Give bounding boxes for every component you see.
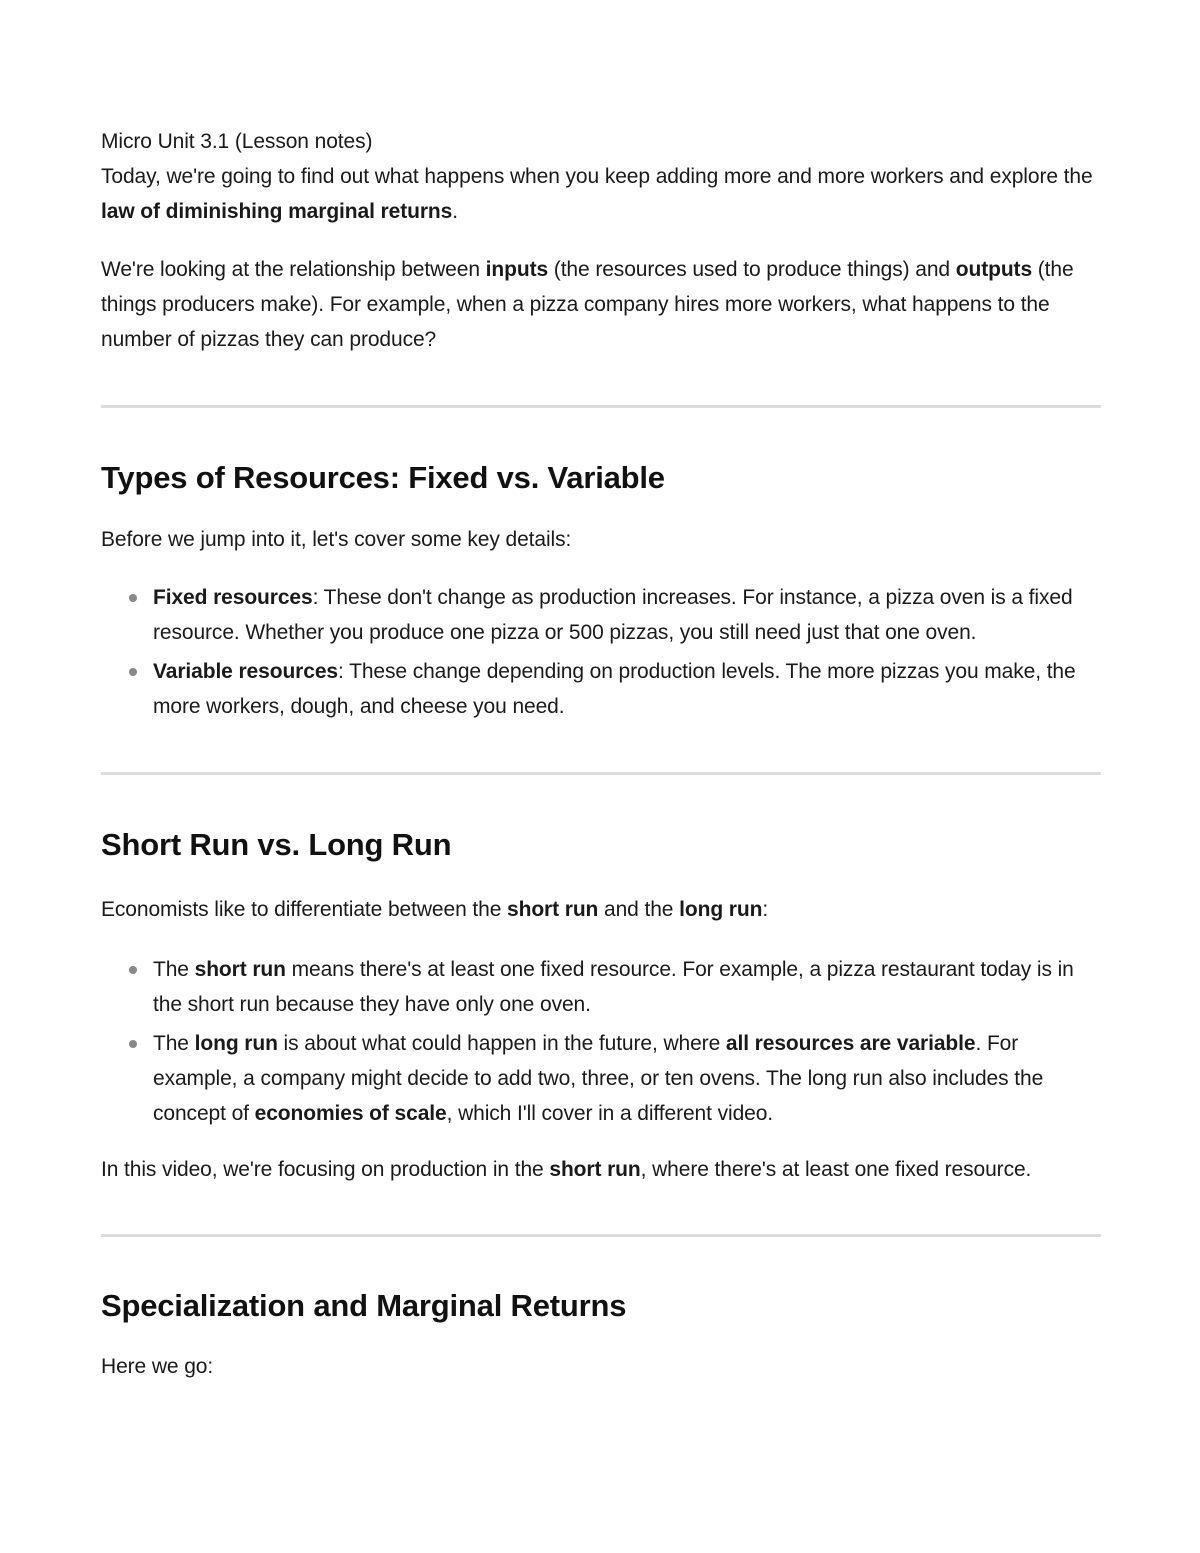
section-lead: Here we go: [101, 1355, 214, 1378]
section-divider [101, 772, 1101, 775]
intro-paragraph [101, 159, 1101, 229]
text-span: (the resources used to produce things) and [548, 258, 956, 281]
section-divider [101, 405, 1101, 408]
section-lead: Before we jump into it, let's cover some key details: [101, 528, 572, 551]
document-title: Micro Unit 3.1 (Lesson notes) [101, 130, 373, 153]
section-lead [101, 892, 1101, 927]
inputs-outputs-paragraph [101, 252, 1101, 357]
text-span: is about what could happen in the future, where [277, 1032, 726, 1055]
list-item [153, 654, 1101, 724]
run-list [101, 952, 1101, 1131]
text-span: In this video, we're focusing on production in the [101, 1158, 550, 1181]
text-span: The [153, 958, 195, 981]
bold-term: long run [679, 898, 763, 921]
bold-term: short run [507, 898, 599, 921]
bold-term: Variable resources [153, 660, 338, 683]
section-heading-specialization: Specialization and Marginal Returns [101, 1288, 627, 1323]
closing-paragraph [101, 1152, 1101, 1187]
intro-text-end: . [452, 200, 458, 223]
intro-bold-term: law of diminishing marginal returns [101, 200, 453, 223]
bold-term: economies of scale [254, 1102, 447, 1125]
text-span: (the things producers make). For example, when a pizza company hires more workers, what happens to the number of pizzas they can produce? [101, 258, 1074, 351]
text-span: and the [598, 898, 680, 921]
bold-term: short run [194, 958, 286, 981]
list-item-text: : These change depending on production levels. The more pizzas you make, the more workers, dough, and cheese you need. [153, 660, 1076, 718]
text-span: The [153, 1032, 195, 1055]
list-item [153, 1026, 1101, 1131]
text-span: : [762, 898, 769, 921]
text-span: , which I'll cover in a different video. [446, 1102, 774, 1125]
list-item-text: : These don't change as production increases. For instance, a pizza oven is a fixed resource. Whether you produce one pizza or 500 pizzas, you still need just that one oven. [153, 586, 1073, 644]
list-item [153, 952, 1101, 1022]
section-heading-short-long-run: Short Run vs. Long Run [101, 827, 452, 862]
bold-term: long run [194, 1032, 278, 1055]
intro-text: Today, we're going to find out what happens when you keep adding more and more workers and explore the [101, 165, 1093, 188]
text-span: Economists like to differentiate between the [101, 898, 508, 921]
bold-term: all resources are variable [725, 1032, 976, 1055]
text-span: means there's at least one fixed resource. For example, a pizza restaurant today is in the short run because they have only one oven. [153, 958, 1074, 1016]
document-page [101, 124, 1101, 1384]
bold-term: Fixed resources [153, 586, 313, 609]
text-span: , where there's at least one fixed resource. [640, 1158, 1032, 1181]
resources-list [101, 580, 1101, 724]
section-heading-resources: Types of Resources: Fixed vs. Variable [101, 460, 665, 495]
list-item [153, 580, 1101, 650]
bold-term-outputs: outputs [955, 258, 1033, 281]
text-span: We're looking at the relationship between [101, 258, 486, 281]
bold-term: short run [549, 1158, 641, 1181]
bold-term-inputs: inputs [485, 258, 549, 281]
text-span: . For example, a company might decide to add two, three, or ten ovens. The long run also includes the concept of [153, 1032, 1044, 1125]
section-divider [101, 1234, 1101, 1237]
